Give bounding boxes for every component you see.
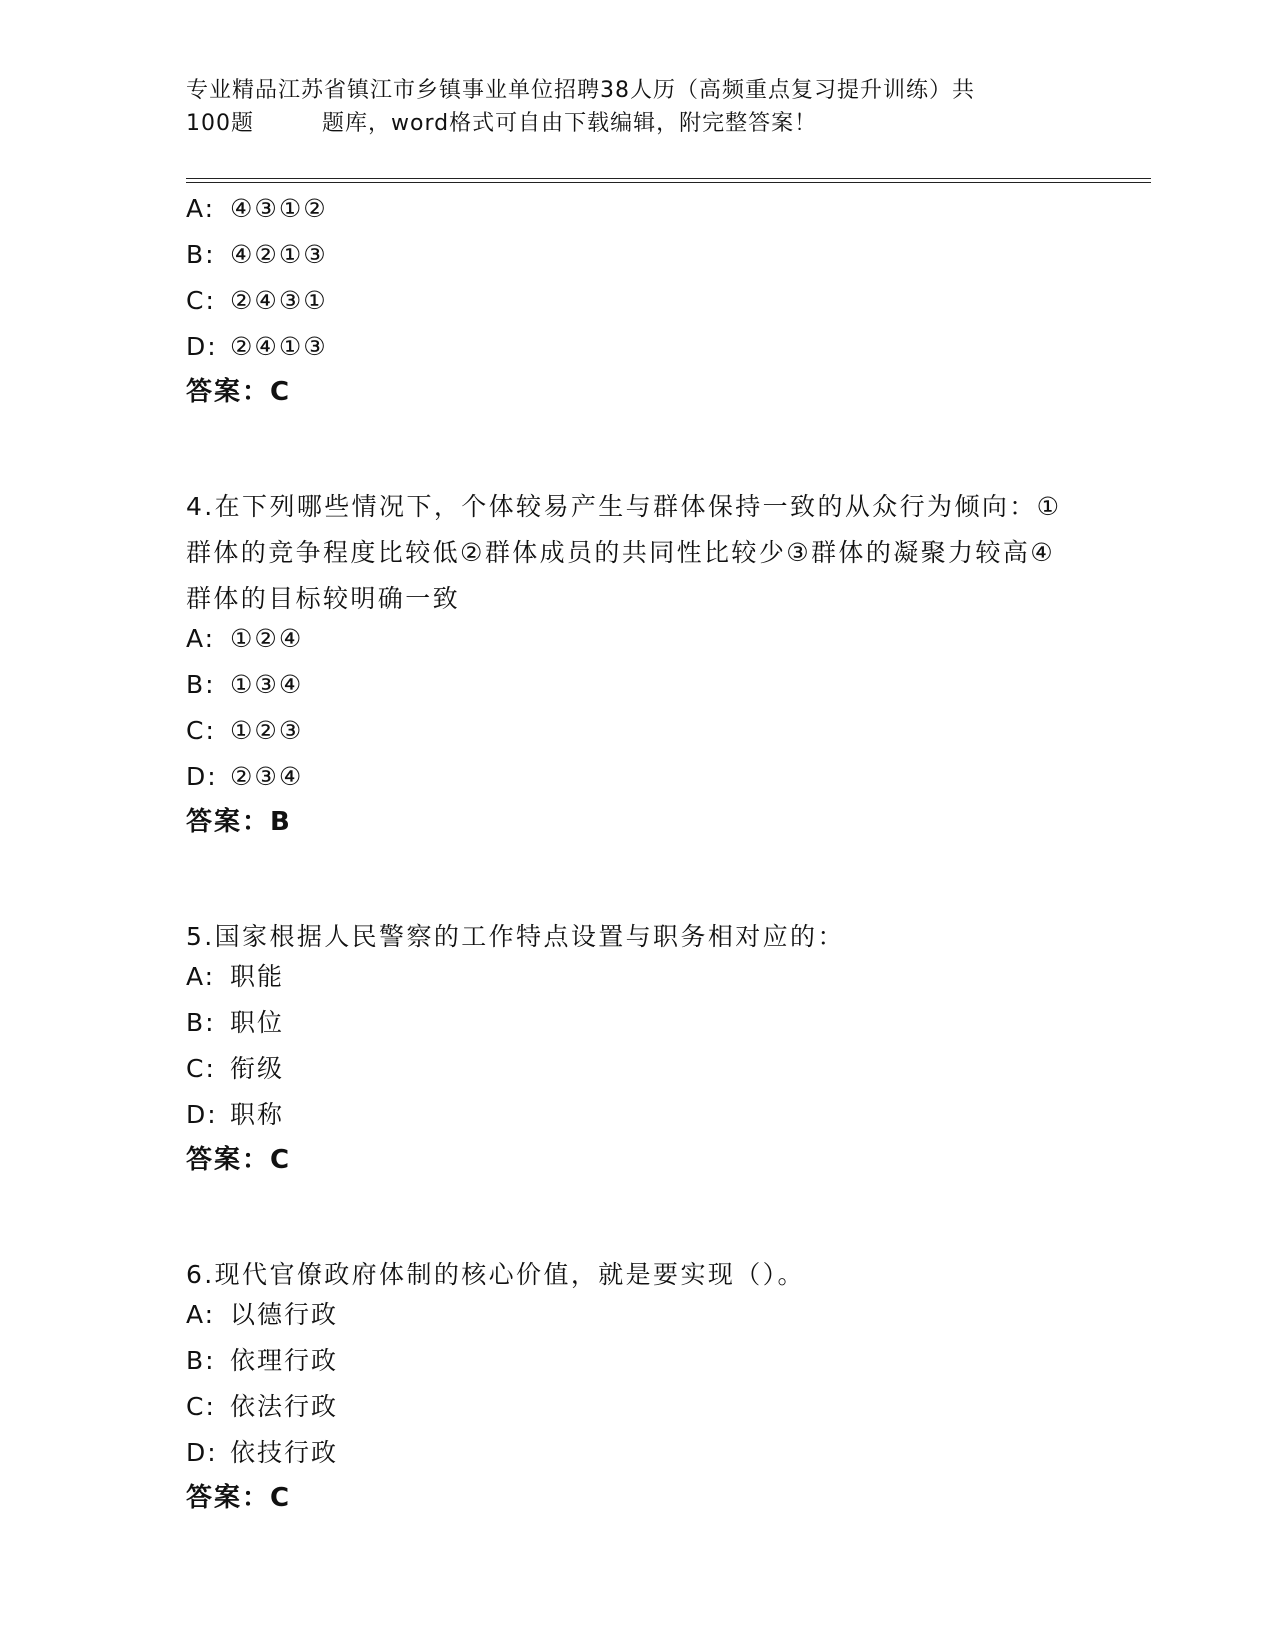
answer-line: 答案：C [186, 1145, 292, 1175]
option-letter: A: [186, 194, 216, 223]
option-c [186, 284, 1086, 330]
option-letter: C: [186, 286, 216, 315]
option-a [186, 960, 1086, 1006]
option-d [186, 1098, 1086, 1144]
answer-line: 答案：C [186, 377, 292, 407]
option-letter: B: [186, 240, 216, 269]
header-divider-top [186, 178, 1151, 179]
option-text: ②④③① [230, 286, 328, 315]
option-letter: B: [186, 1346, 216, 1375]
question-6 [186, 1252, 1086, 1528]
option-letter: D: [186, 762, 218, 791]
option-letter: B: [186, 670, 216, 699]
option-b [186, 668, 1086, 714]
option-letter: C: [186, 1392, 216, 1421]
option-text: ②④①③ [230, 332, 328, 361]
option-text: 依技行政 [230, 1438, 339, 1467]
question-text: 5.国家根据人民警察的工作特点设置与职务相对应的： [186, 922, 845, 951]
option-text: ①②④ [230, 624, 304, 653]
option-b [186, 1344, 1086, 1390]
option-text: ①③④ [230, 670, 304, 699]
option-d [186, 330, 1086, 376]
option-c [186, 1390, 1086, 1436]
question-text: 4.在下列哪些情况下，个体较易产生与群体保持一致的从众行为倾向：①群体的竞争程度比较低②群体成员的共同性比较少③群体的凝聚力较高④群体的目标较明确一致 [186, 492, 1062, 613]
option-text: ④③①② [230, 194, 328, 223]
option-text: 依理行政 [230, 1346, 339, 1375]
option-text: 衔级 [230, 1054, 285, 1083]
question-text: 6.现代官僚政府体制的核心价值，就是要实现（）。 [186, 1260, 805, 1289]
header-divider-bottom [186, 182, 1151, 183]
option-b [186, 1006, 1086, 1052]
page-header [186, 74, 1066, 140]
question-5 [186, 914, 1086, 1190]
option-d [186, 1436, 1086, 1482]
option-letter: A: [186, 624, 216, 653]
option-text: 职能 [230, 962, 285, 991]
option-letter: D: [186, 1100, 218, 1129]
option-letter: B: [186, 1008, 216, 1037]
option-a [186, 622, 1086, 668]
option-letter: D: [186, 1438, 218, 1467]
option-a [186, 192, 1086, 238]
option-letter: C: [186, 716, 216, 745]
option-a [186, 1298, 1086, 1344]
option-c [186, 1052, 1086, 1098]
option-text: 职位 [230, 1008, 285, 1037]
question-3-continued [186, 192, 1086, 422]
option-text: 职称 [230, 1100, 285, 1129]
option-letter: D: [186, 332, 218, 361]
header-question-count: 100题 [186, 111, 254, 136]
option-letter: C: [186, 1054, 216, 1083]
option-b [186, 238, 1086, 284]
option-letter: A: [186, 1300, 216, 1329]
option-text: ①②③ [230, 716, 304, 745]
header-description: 题库，word格式可自由下载编辑，附完整答案！ [322, 111, 818, 136]
answer-line: 答案：B [186, 807, 292, 837]
option-c [186, 714, 1086, 760]
question-4 [186, 484, 1086, 852]
document-body [186, 192, 1086, 1528]
option-text: 依法行政 [230, 1392, 339, 1421]
option-text: 以德行政 [230, 1300, 339, 1329]
option-text: ④②①③ [230, 240, 328, 269]
option-d [186, 760, 1086, 806]
header-line-2 [186, 107, 1066, 140]
header-line-1: 专业精品江苏省镇江市乡镇事业单位招聘38人历（高频重点复习提升训练）共 [186, 78, 975, 103]
answer-line: 答案：C [186, 1483, 292, 1513]
option-letter: A: [186, 962, 216, 991]
option-text: ②③④ [230, 762, 304, 791]
